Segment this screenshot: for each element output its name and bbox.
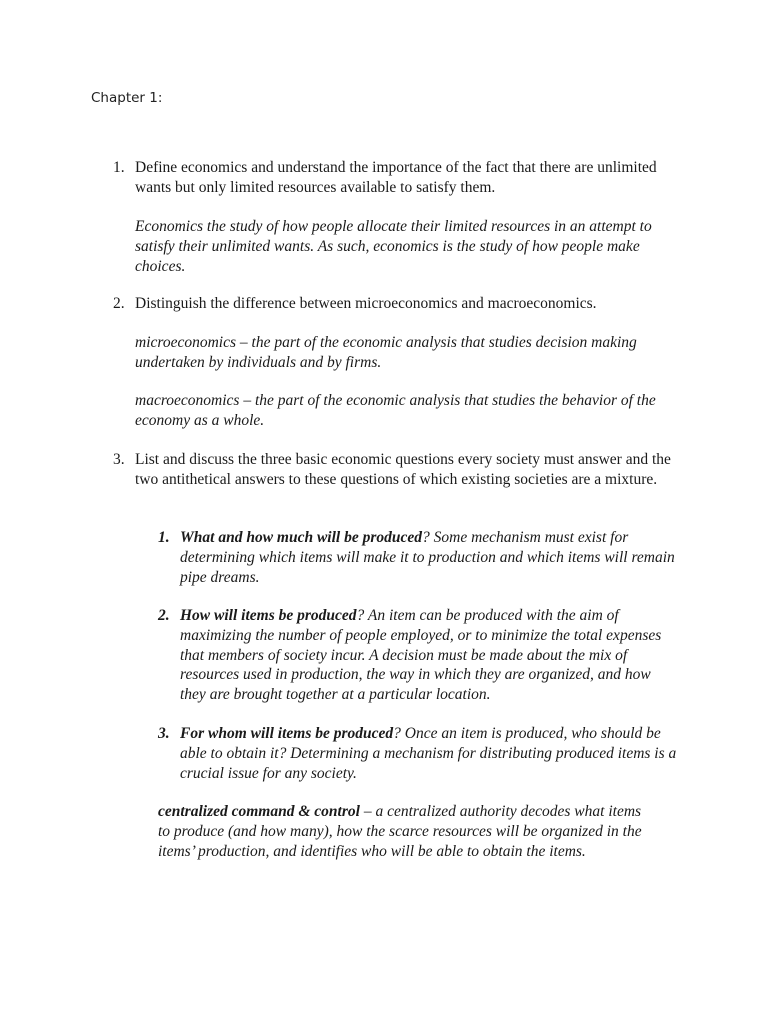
question-1-answer: Economics the study of how people allocate their limited resources in an attempt to satisfy their unlimited wants. As such, economics is the study of how people make choices. [135,218,652,275]
centralized-command-definition: – a centralized authority decodes what items to produce (and how many), how the scarce resources will be organized in the items’ production, and identifies who will be able to obtain the items. [158,803,642,860]
sub-item-2-text: ? An item can be produced with the aim of maximizing the number of people employed, or to minimize the total expenses that members of society incur. A decision must be made about the mix of resources used in production, the way in which they are organized, and how they are brought together at a particular location. [180,607,662,704]
question-3-text: List and discuss the three basic economic questions every society must answer and the two antithetical answers to these questions of which existing societies are a mixture. [135,451,671,488]
question-2-answer-micro: microeconomics – the part of the economic analysis that studies decision making undertaken by individuals and by firms. [135,334,637,371]
sub-item-2 [180,606,680,705]
sub-item-1-number: 1. [158,529,170,546]
question-1-text: Define economics and understand the importance of the fact that there are unlimited wants but only limited resources available to satisfy them. [135,159,657,196]
chapter-title: Chapter 1: [91,90,163,106]
centralized-command-term: centralized command & control [158,803,360,820]
sub-item-1-question: What and how much will be produced [180,529,423,546]
question-1-number: 1. [113,159,125,176]
sub-item-1-text: ? Some mechanism must exist for determining which items will make it to production and which items will remain pipe dreams. [180,529,675,586]
sub-item-3 [180,724,680,783]
sub-item-2-number: 2. [158,607,170,624]
question-2-number: 2. [113,295,125,312]
sub-item-3-question: For whom will items be produced [180,725,394,742]
sub-item-3-text: ? Once an item is produced, who should be able to obtain it? Determining a mechanism for distributing produced items is a crucial issue for any society. [180,725,677,782]
question-2-answer-macro: macroeconomics – the part of the economic analysis that studies the behavior of the economy as a whole. [135,392,656,429]
sub-item-2-question: How will items be produced [180,607,357,624]
sub-item-1 [180,528,680,587]
question-2-text: Distinguish the difference between microeconomics and macroeconomics. [135,295,597,312]
centralized-command-paragraph [158,802,648,861]
sub-item-3-number: 3. [158,725,170,742]
question-3-number: 3. [113,451,125,468]
